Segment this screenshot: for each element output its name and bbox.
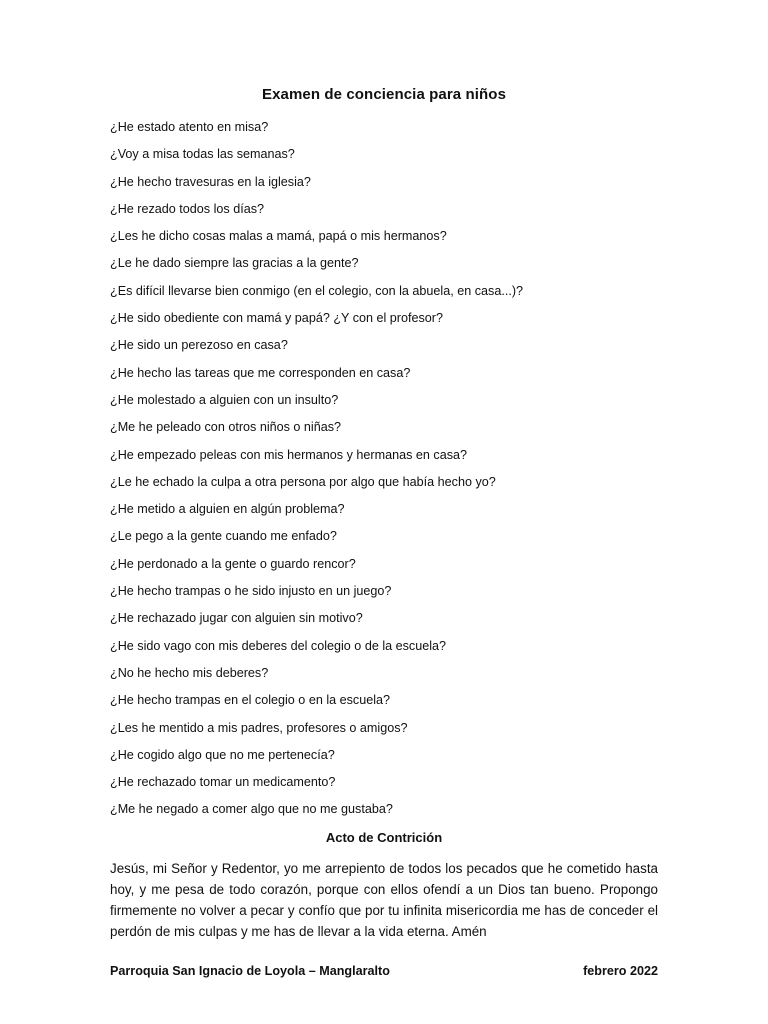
list-item: ¿Les he mentido a mis padres, profesores o amigos? bbox=[110, 720, 408, 735]
question-list bbox=[110, 118, 710, 828]
list-item: ¿He hecho travesuras en la iglesia? bbox=[110, 174, 311, 189]
list-item: ¿Le pego a la gente cuando me enfado? bbox=[110, 529, 337, 544]
list-item: ¿Me he peleado con otros niños o niñas? bbox=[110, 420, 342, 435]
list-item: ¿He rezado todos los días? bbox=[110, 201, 265, 216]
footer-parish: Parroquia San Ignacio de Loyola – Manglaralto bbox=[110, 964, 390, 978]
list-item: ¿He hecho trampas o he sido injusto en un juego? bbox=[110, 584, 392, 599]
list-item: ¿He cogido algo que no me pertenecía? bbox=[110, 747, 335, 762]
list-item: ¿Es difícil llevarse bien conmigo (en el colegio, con la abuela, en casa...)? bbox=[110, 283, 524, 298]
list-item: ¿Les he dicho cosas malas a mamá, papá o mis hermanos? bbox=[110, 229, 447, 244]
list-item: ¿He molestado a alguien con un insulto? bbox=[110, 392, 339, 407]
list-item: ¿Le he echado la culpa a otra persona por algo que había hecho yo? bbox=[110, 474, 496, 489]
list-item: ¿He perdonado a la gente o guardo rencor? bbox=[110, 556, 356, 571]
list-item: ¿He estado atento en misa? bbox=[110, 120, 269, 134]
list-item: ¿He metido a alguien en algún problema? bbox=[110, 502, 345, 517]
list-item: ¿He rechazado jugar con alguien sin motivo? bbox=[110, 611, 363, 626]
list-item: ¿Voy a misa todas las semanas? bbox=[110, 147, 295, 162]
list-item: ¿Le he dado siempre las gracias a la gente? bbox=[110, 256, 359, 271]
list-item: ¿He hecho las tareas que me corresponden en casa? bbox=[110, 365, 411, 380]
page-title: Examen de conciencia para niños bbox=[261, 86, 507, 103]
list-item: ¿He hecho trampas en el colegio o en la escuela? bbox=[110, 693, 391, 708]
page-footer bbox=[110, 964, 658, 978]
prayer-text: Jesús, mi Señor y Redentor, yo me arrepiento de todos los pecados que he cometido hasta hoy, y me pesa de todo corazón, porque con ellos ofendí a un Dios tan bueno. Propongo firmemente no volver a pecar y confío que por tu infinita misericordia me has de conceder el perdón de mis culpas y me has de llevar a la vida eterna. Amén bbox=[110, 861, 658, 939]
list-item: ¿He rechazado tomar un medicamento? bbox=[110, 775, 336, 790]
list-item: ¿He sido obediente con mamá y papá? ¿Y con el profesor? bbox=[110, 311, 443, 326]
list-item: ¿No he hecho mis deberes? bbox=[110, 665, 269, 680]
list-item: ¿He sido un perezoso en casa? bbox=[110, 338, 288, 353]
prayer-title: Acto de Contrición bbox=[325, 830, 443, 845]
list-item: ¿He sido vago con mis deberes del colegio o de la escuela? bbox=[110, 638, 447, 653]
footer-date: febrero 2022 bbox=[583, 964, 658, 978]
list-item: ¿Me he negado a comer algo que no me gustaba? bbox=[110, 802, 393, 817]
list-item: ¿He empezado peleas con mis hermanos y hermanas en casa? bbox=[110, 447, 468, 462]
